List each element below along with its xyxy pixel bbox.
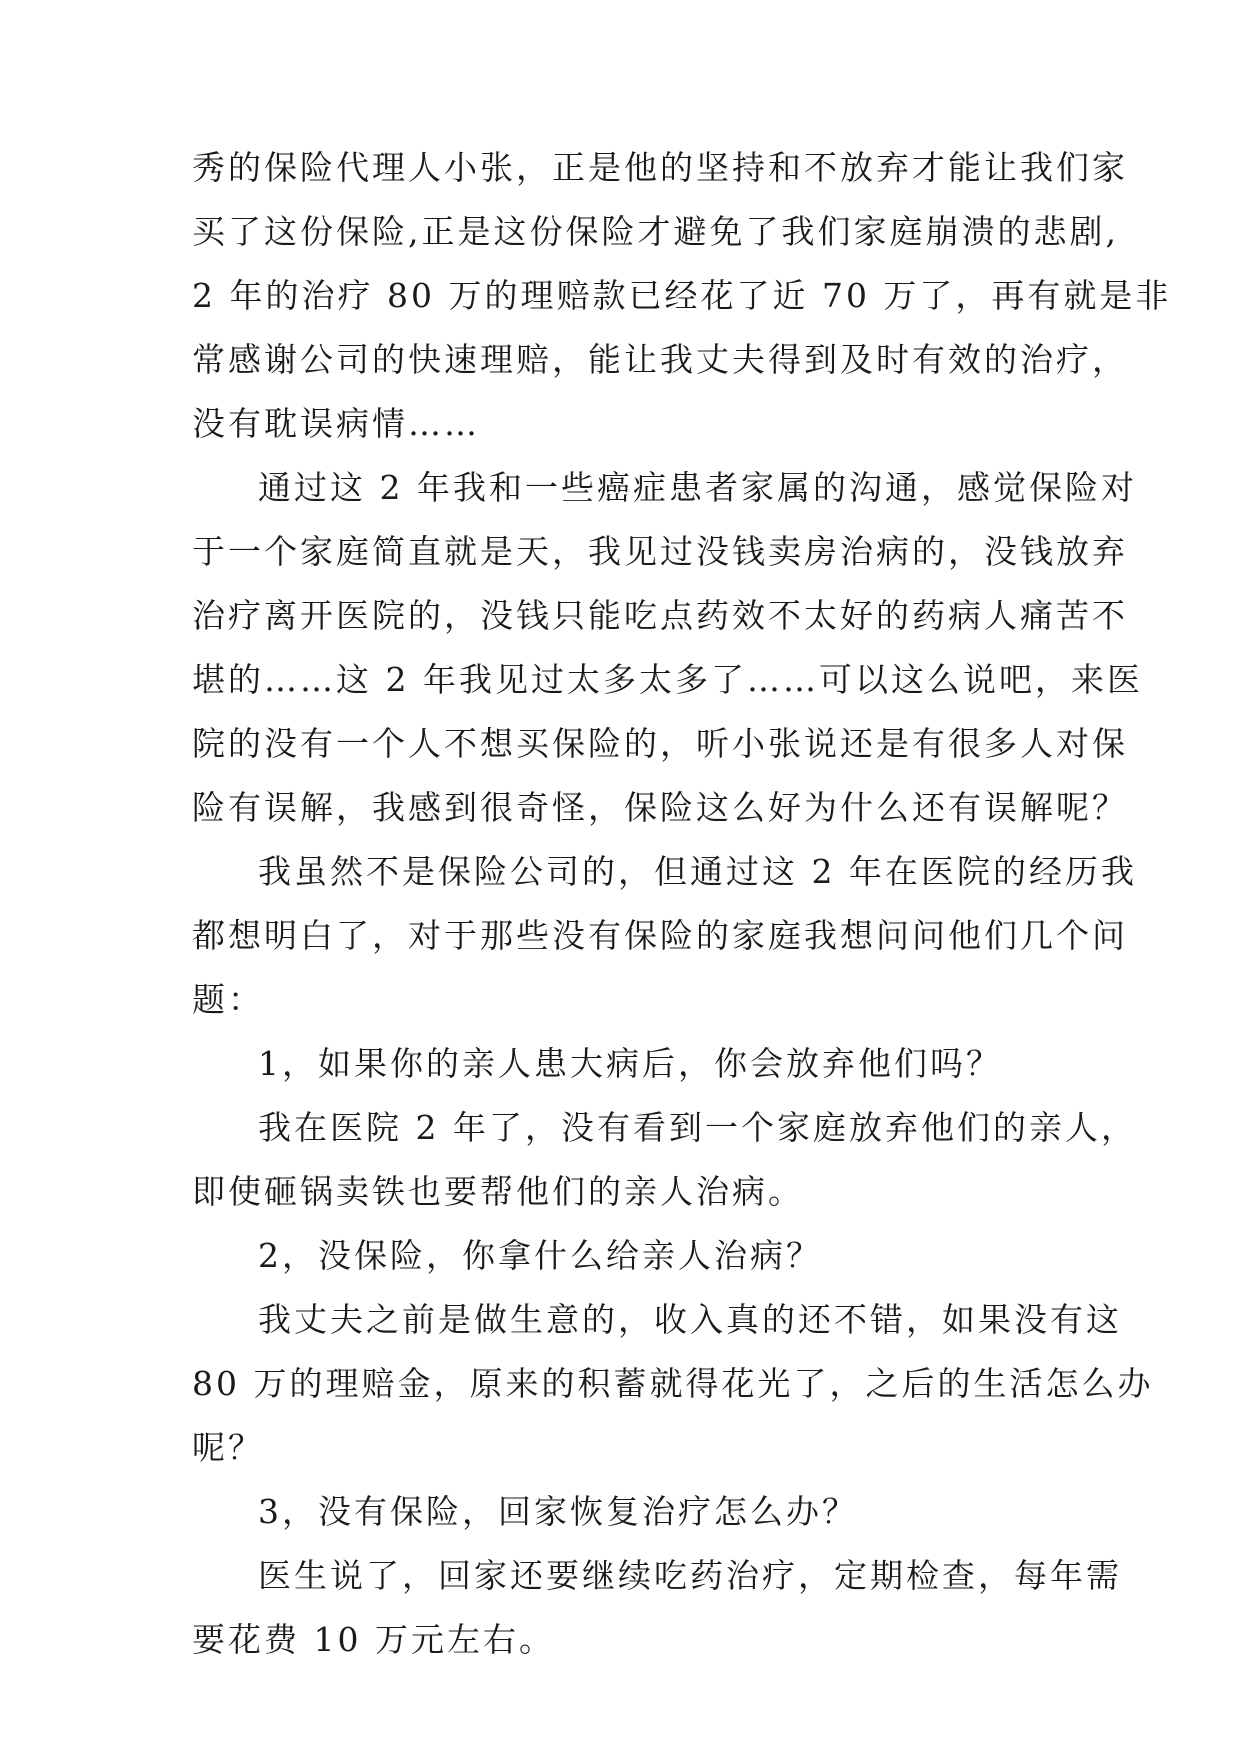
text-line: 险有误解，我感到很奇怪，保险这么好为什么还有误解呢？ [192,788,1128,827]
text-line: 于一个家庭简直就是天，我见过没钱卖房治病的，没钱放弃 [192,532,1128,571]
text-line: 院的没有一个人不想买保险的，听小张说还是有很多人对保 [192,724,1128,763]
text-line: 要花费 10 万元左右。 [192,1620,555,1659]
answer-3: 医生说了，回家还要继续吃药治疗，定期检查，每年需 [258,1556,1122,1595]
question-3: 3，没有保险，回家恢复治疗怎么办？ [258,1492,858,1531]
text-line: 常感谢公司的快速理赔，能让我丈夫得到及时有效的治疗， [192,340,1128,379]
text-line: 买了这份保险,正是这份保险才避免了我们家庭崩溃的悲剧, [192,212,1119,251]
text-line: 2 年的治疗 80 万的理赔款已经花了近 70 万了，再有就是非 [192,276,1172,315]
text-line: 治疗离开医院的，没钱只能吃点药效不太好的药病人痛苦不 [192,596,1128,635]
text-line: 堪的……这 2 年我见过太多太多了……可以这么说吧，来医 [192,660,1143,699]
paragraph-start: 我虽然不是保险公司的，但通过这 2 年在医院的经历我 [258,852,1137,891]
text-line: 题： [192,980,264,1019]
text-line: 没有耽误病情…… [192,404,480,443]
answer-1: 我在医院 2 年了，没有看到一个家庭放弃他们的亲人， [258,1108,1137,1147]
text-line: 呢？ [192,1428,264,1467]
answer-2: 我丈夫之前是做生意的，收入真的还不错，如果没有这 [258,1300,1122,1339]
text-line: 即使砸锅卖铁也要帮他们的亲人治病。 [192,1172,804,1211]
text-line: 80 万的理赔金，原来的积蓄就得花光了，之后的生活怎么办 [192,1364,1154,1403]
text-line: 都想明白了，对于那些没有保险的家庭我想问问他们几个问 [192,916,1128,955]
paragraph-start: 通过这 2 年我和一些癌症患者家属的沟通，感觉保险对 [258,468,1137,507]
text-line: 秀的保险代理人小张，正是他的坚持和不放弃才能让我们家 [192,148,1128,187]
question-1: 1，如果你的亲人患大病后，你会放弃他们吗？ [258,1044,1002,1083]
question-2: 2，没保险，你拿什么给亲人治病？ [258,1236,822,1275]
